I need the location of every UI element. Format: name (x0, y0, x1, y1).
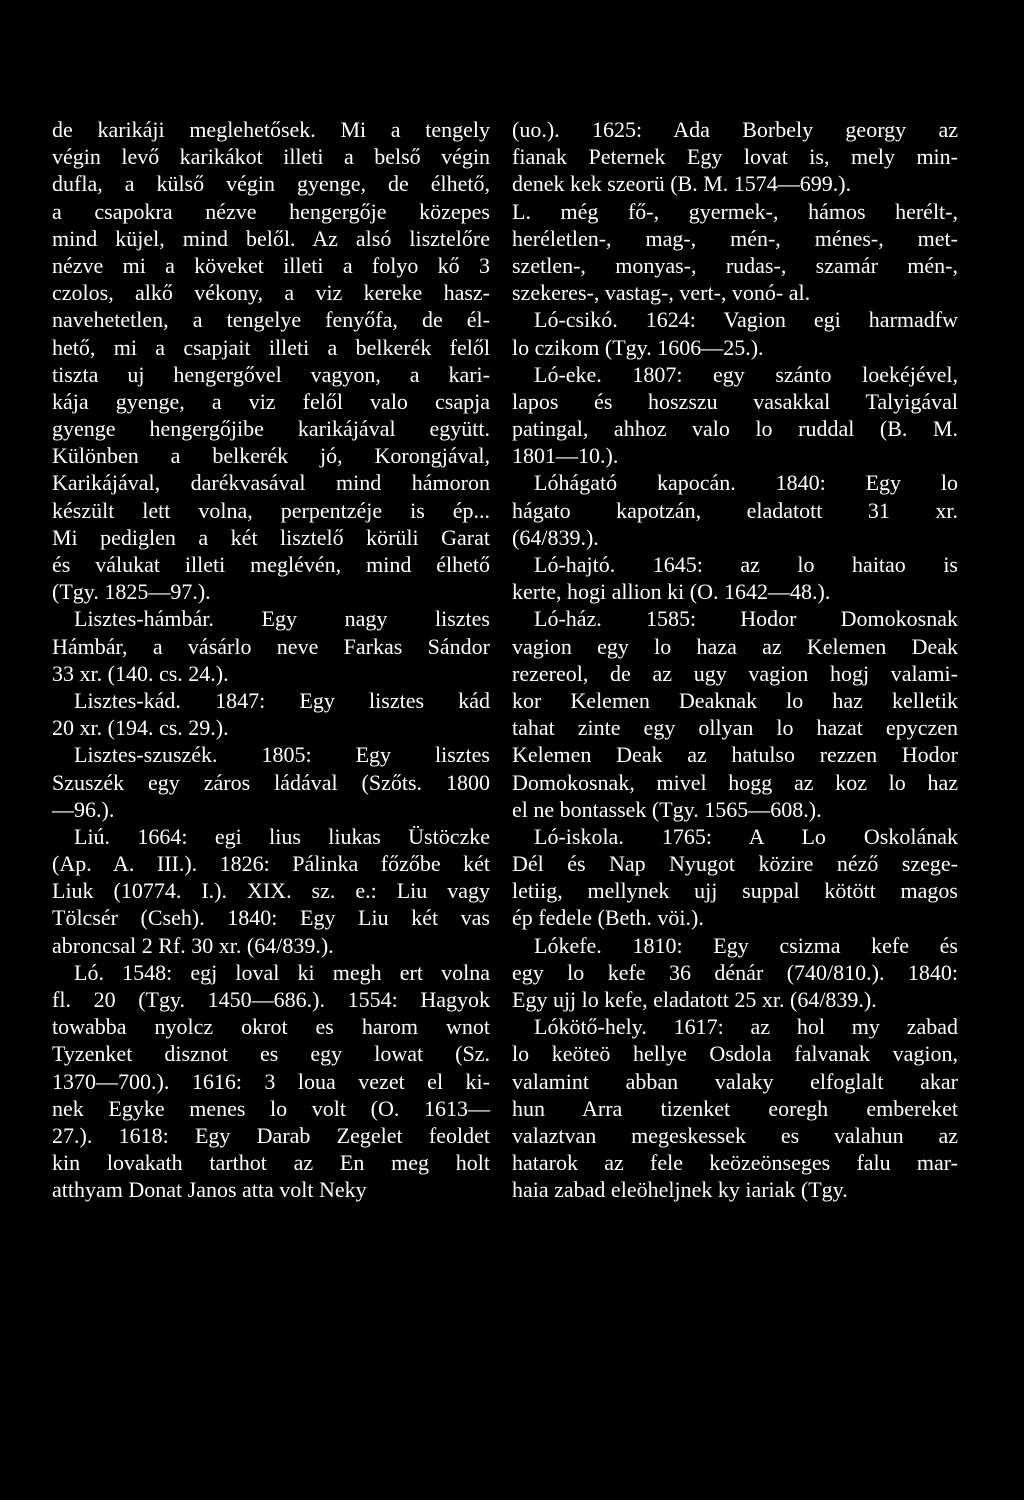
text-line: 20 xr. (194. cs. 29.). (52, 715, 229, 741)
text-line: Hámbár, a vásárlo neve Farkas Sándor (52, 633, 490, 659)
text-line: (64/839.). (512, 524, 599, 550)
text-line: Lókefe. 1810: Egy csizma kefe és (534, 932, 958, 958)
text-line: hágato kapotzán, eladatott 31 xr. (512, 497, 958, 523)
text-line: Mi pediglen a két lisztelő körüli Garat (52, 524, 490, 550)
text-line: czolos, alkő vékony, a viz kereke hasz- (52, 280, 490, 306)
text-line: a csapokra nézve hengergője közepes (52, 198, 490, 224)
text-line: Egy ujj lo kefe, eladatott 25 xr. (64/839.). (512, 987, 877, 1012)
text-line: hatarok az fele keözeönseges falu mar- (512, 1150, 958, 1176)
text-line: egy lo kefe 36 dénár (740/810.). 1840: (512, 959, 958, 985)
text-line: Tölcsér (Cseh). 1840: Egy Liu két vas (52, 905, 490, 931)
text-line: abroncsal 2 Rf. 30 xr. (64/839.). (52, 932, 334, 958)
text-line: végin levő karikákot illeti a belső végin (52, 144, 490, 170)
text-line: valamint abban valaky elfoglalt akar (512, 1068, 958, 1094)
text-line: letiig, mellynek ujj suppal kötött magos (512, 878, 958, 904)
text-line: lo keöteö hellye Osdola falvanak vagion, (512, 1041, 958, 1067)
text-line: haia zabad eleöheljnek ky iariak (Tgy. (512, 1177, 848, 1203)
text-line: 33 xr. (140. cs. 24.). (52, 660, 229, 686)
text-line: nek Egyke menes lo volt (O. 1613— (52, 1095, 490, 1121)
right-column (512, 116, 958, 1204)
text-line: Ló-iskola. 1765: A Lo Oskolának (534, 823, 958, 849)
text-line: 1801—10.). (512, 443, 619, 469)
text-line: hun Arra tizenket eoregh embereket (512, 1095, 958, 1121)
text-line: mind küjel, mind belől. Az alsó lisztelőre (52, 225, 490, 251)
text-line: (Ap. A. III.). 1826: Pálinka főzőbe két (52, 851, 490, 877)
text-line: Lisztes-hámbár. Egy nagy lisztes (74, 606, 490, 632)
text-line: fianak Peternek Egy lovat is, mely min- (512, 144, 958, 170)
left-column (52, 116, 490, 1204)
text-line: Dél és Nap Nyugot közire néző szege- (512, 851, 958, 877)
text-line: 27.). 1618: Egy Darab Zegelet feoldet (52, 1122, 490, 1148)
text-line: Lisztes-kád. 1847: Egy lisztes kád (74, 687, 490, 713)
text-line: hető, mi a csapjait illeti a belkerék felől (52, 334, 490, 360)
text-line: patingal, ahhoz valo lo ruddal (B. M. (512, 416, 958, 442)
text-line: kája gyenge, a viz felől valo csapja (52, 388, 490, 414)
text-line: Különben a belkerék jó, Korongjával, (52, 443, 490, 469)
text-line: Liuk (10774. I.). XIX. sz. e.: Liu vagy (52, 878, 490, 904)
text-line: kerte, hogi allion ki (O. 1642—48.). (512, 579, 831, 605)
text-line: kin lovakath tarthot az En meg holt (52, 1150, 490, 1176)
text-line: Szuszék egy záros ládával (Szőts. 1800 (52, 769, 490, 795)
text-line: Lóhágató kapocán. 1840: Egy lo (534, 470, 958, 496)
text-line: tahat zinte egy ollyan lo hazat epyczen (512, 715, 958, 741)
text-line: szekeres-, vastag-, vert-, vonó- al. (512, 280, 811, 306)
text-line: heréletlen-, mag-, mén-, ménes-, met- (512, 225, 958, 251)
text-line: atthyam Donat Janos atta volt Neky (52, 1177, 367, 1203)
text-line: kor Kelemen Deaknak lo haz kelletik (512, 687, 958, 713)
text-line: el ne bontassek (Tgy. 1565—608.). (512, 796, 822, 822)
text-line: és válukat illeti meglévén, mind élhető (52, 552, 490, 577)
text-line: Tyzenket disznot es egy lowat (Sz. (52, 1041, 490, 1067)
text-line: fl. 20 (Tgy. 1450—686.). 1554: Hagyok (52, 987, 490, 1012)
text-line: rezereol, de az ugy vagion hogj valami- (512, 660, 958, 686)
text-line: Karikájával, darékvasával mind hámoron (52, 470, 490, 496)
text-line: szetlen-, monyas-, rudas-, szamár mén-, (512, 252, 958, 278)
text-line: dufla, a külső végin gyenge, de élhető, (52, 171, 490, 197)
text-line: lo czikom (Tgy. 1606—25.). (512, 334, 764, 360)
text-line: Ló-eke. 1807: egy szánto loekéjével, (534, 361, 958, 387)
text-line: valaztvan megeskessek es valahun az (512, 1122, 958, 1148)
text-line: towabba nyolcz okrot es harom wnot (52, 1014, 490, 1040)
text-line: készült lett volna, perpentzéje is ép... (52, 497, 490, 523)
text-line: 1370—700.). 1616: 3 loua vezet el ki- (52, 1068, 490, 1094)
text-line: Lókötő-hely. 1617: az hol my zabad (534, 1014, 958, 1040)
text-line: —96.). (52, 796, 115, 822)
text-line: Ló. 1548: egj loval ki megh ert volna (74, 959, 490, 985)
text-line: denek kek szeorü (B. M. 1574—699.). (512, 171, 852, 197)
text-line: ép fedele (Beth. vöi.). (512, 905, 704, 931)
text-line: navehetetlen, a tengelye fenyőfa, de él- (52, 307, 490, 333)
text-line: Ló-csikó. 1624: Vagion egi harmadfw (534, 307, 958, 333)
text-line: nézve mi a köveket illeti a folyo kő 3 (52, 252, 490, 278)
text-line: Ló-hajtó. 1645: az lo haitao is (534, 552, 958, 577)
text-line: tiszta uj hengergővel vagyon, a kari- (52, 361, 490, 387)
text-line: (Tgy. 1825—97.). (52, 579, 211, 605)
text-line: de karikáji meglehetősek. Mi a tengely (52, 117, 490, 142)
text-line: Kelemen Deak az hatulso rezzen Hodor (512, 742, 958, 768)
text-line: (uo.). 1625: Ada Borbely georgy az (512, 117, 958, 142)
text-line: Ló-ház. 1585: Hodor Domokosnak (534, 606, 958, 632)
text-line: gyenge hengergőjibe karikájával együtt. (52, 416, 490, 442)
text-line: Lisztes-szuszék. 1805: Egy lisztes (74, 742, 490, 768)
text-line: lapos és hoszszu vasakkal Talyigával (512, 388, 958, 414)
text-line: vagion egy lo haza az Kelemen Deak (512, 633, 958, 659)
text-line: Liú. 1664: egi lius liukas Üstöczke (74, 823, 490, 849)
text-line: L. még fő-, gyermek-, hámos herélt-, (512, 198, 958, 224)
text-line: Domokosnak, mivel hogg az koz lo haz (512, 769, 958, 795)
